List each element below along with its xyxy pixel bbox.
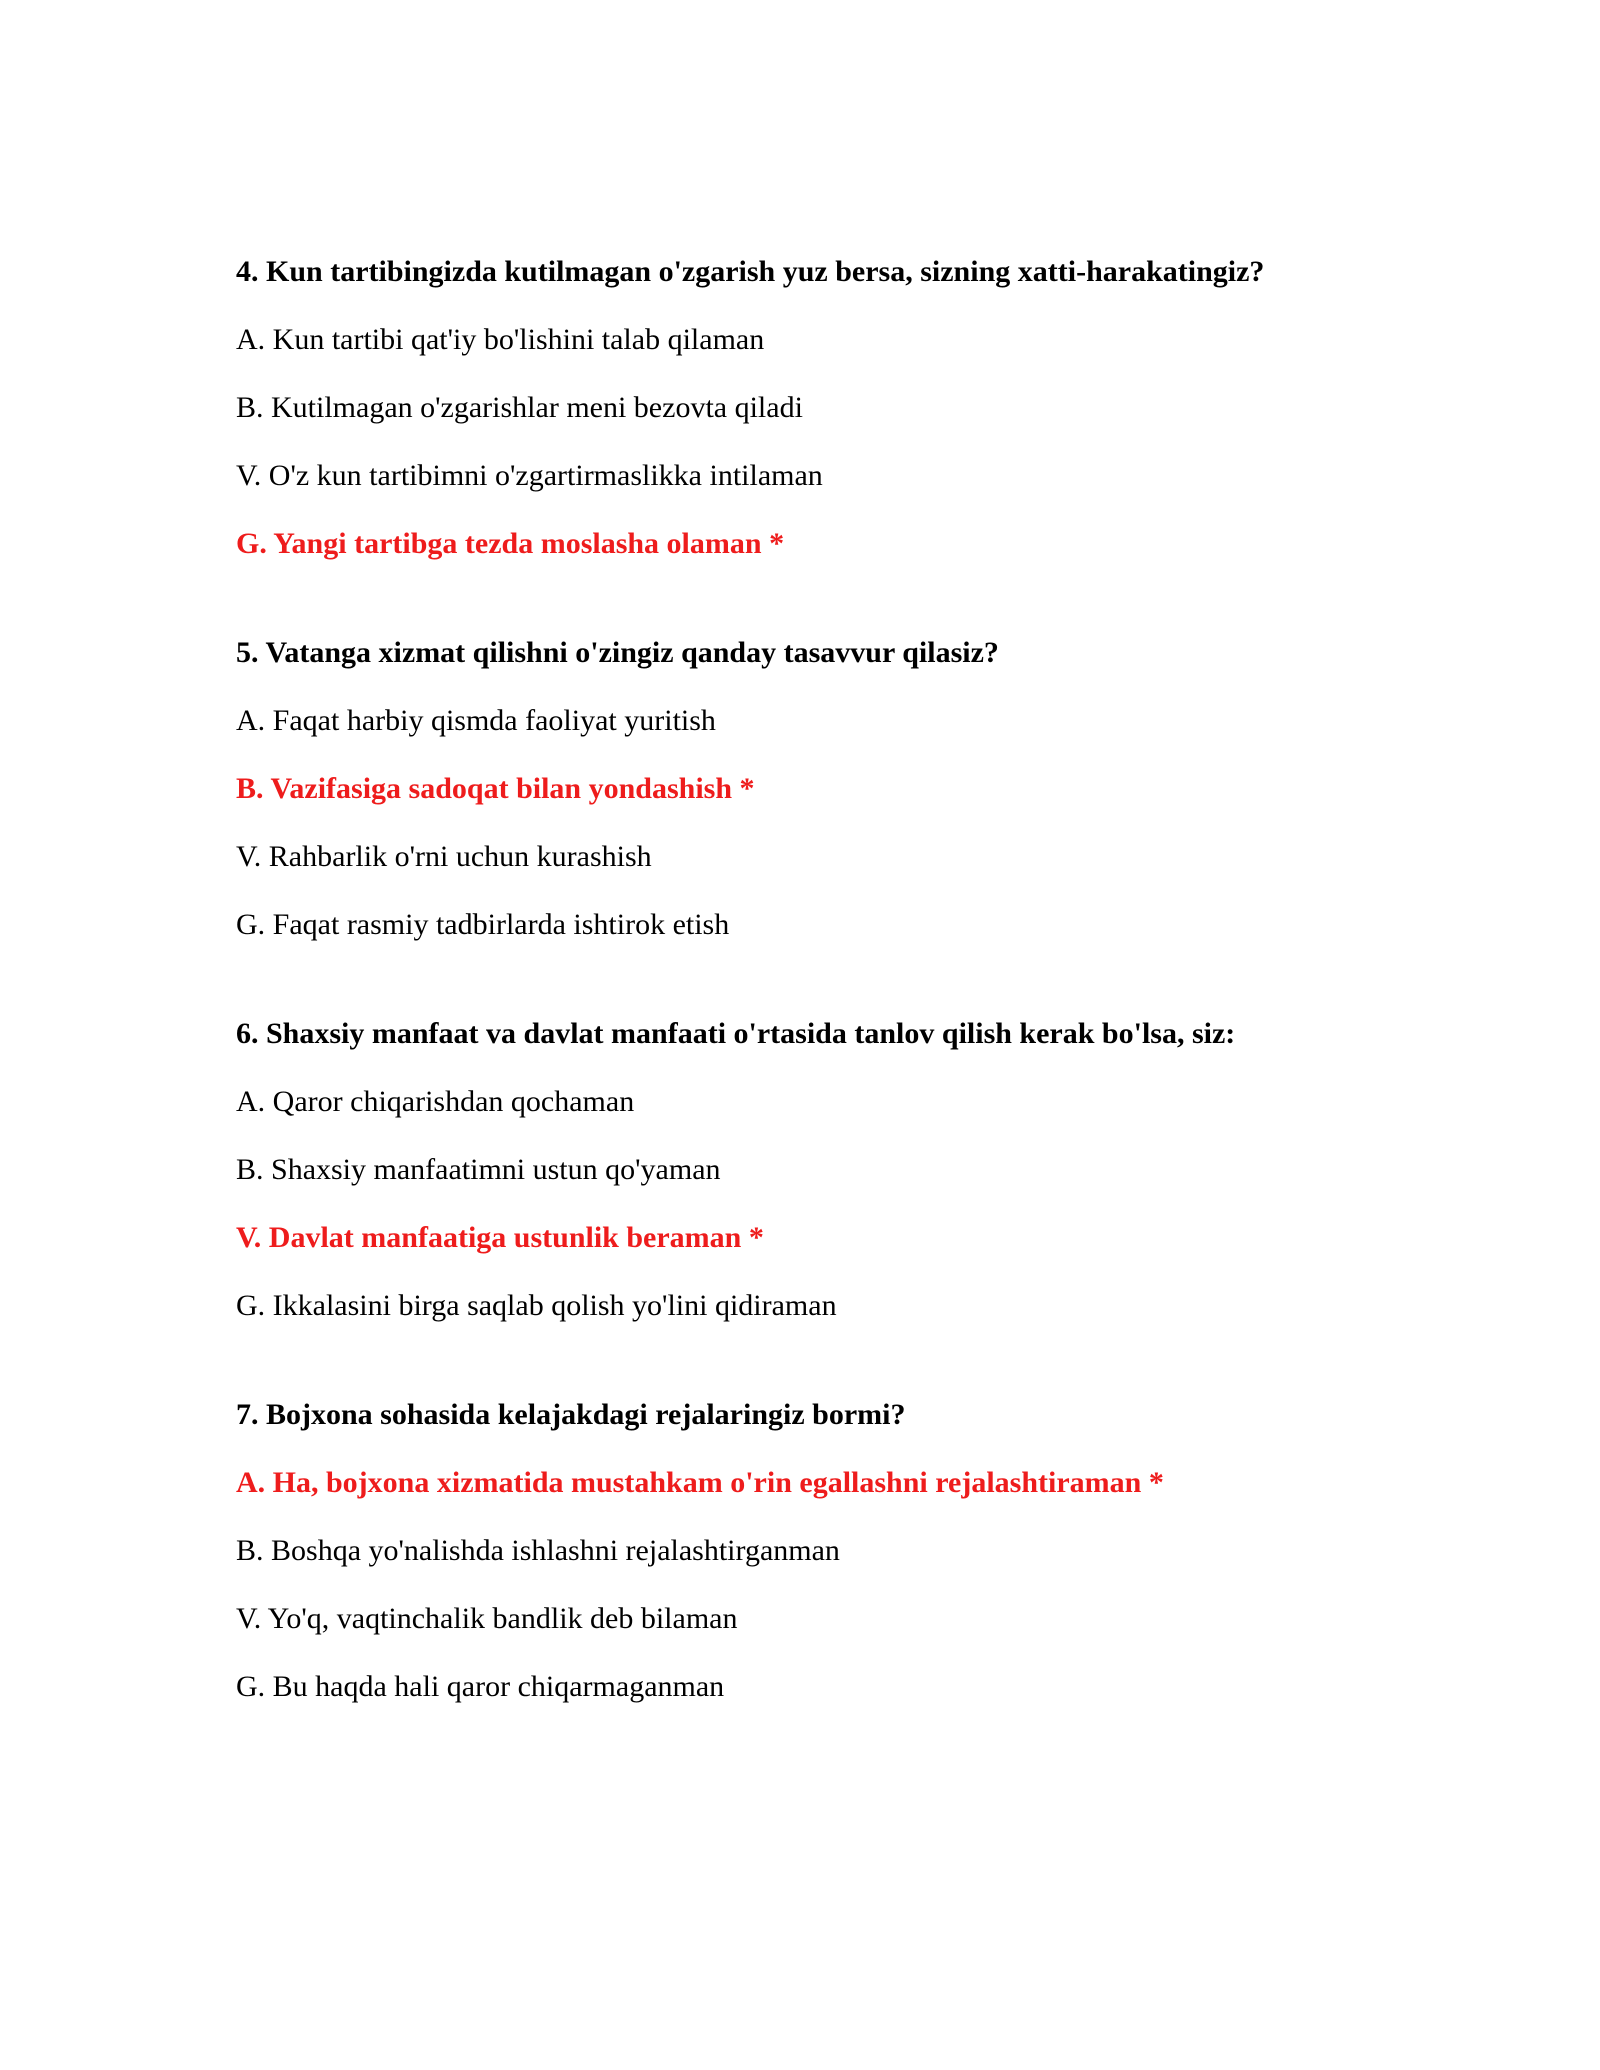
answer-option: V. Rahbarlik o'rni uchun kurashish bbox=[236, 840, 652, 873]
correct-answer-option: A. Ha, bojxona xizmatida mustahkam o'rin egallashni rejalashtiraman * bbox=[236, 1466, 1164, 1499]
answer-option: B. Boshqa yo'nalishda ishlashni rejalashtirganman bbox=[236, 1534, 840, 1567]
correct-answer-option: B. Vazifasiga sadoqat bilan yondashish * bbox=[236, 772, 755, 805]
correct-answer-option: G. Yangi tartibga tezda moslasha olaman * bbox=[236, 527, 785, 560]
question-title: 4. Kun tartibingizda kutilmagan o'zgarish yuz bersa, sizning xatti-harakatingiz? bbox=[236, 255, 1265, 288]
quiz-page bbox=[236, 252, 1436, 1776]
answer-option: A. Kun tartibi qat'iy bo'lishini talab qilaman bbox=[236, 323, 765, 356]
answer-option: V. Yo'q, vaqtinchalik bandlik deb bilaman bbox=[236, 1602, 738, 1635]
answer-option: B. Kutilmagan o'zgarishlar meni bezovta qiladi bbox=[236, 391, 803, 424]
answer-option: V. O'z kun tartibimni o'zgartirmaslikka intilaman bbox=[236, 459, 823, 492]
answer-option: G. Bu haqda hali qaror chiqarmaganman bbox=[236, 1670, 725, 1703]
question-block-4 bbox=[236, 252, 1436, 564]
answer-option: A. Faqat harbiy qismda faoliyat yuritish bbox=[236, 704, 716, 737]
question-title: 7. Bojxona sohasida kelajakdagi rejalaringiz bormi? bbox=[236, 1398, 906, 1431]
answer-option: G. Faqat rasmiy tadbirlarda ishtirok etish bbox=[236, 908, 730, 941]
correct-answer-option: V. Davlat manfaatiga ustunlik beraman * bbox=[236, 1221, 764, 1254]
answer-option: A. Qaror chiqarishdan qochaman bbox=[236, 1085, 635, 1118]
question-block-6 bbox=[236, 1014, 1436, 1326]
answer-option: G. Ikkalasini birga saqlab qolish yo'lini qidiraman bbox=[236, 1289, 837, 1322]
question-title: 5. Vatanga xizmat qilishni o'zingiz qanday tasavvur qilasiz? bbox=[236, 636, 999, 669]
question-block-5 bbox=[236, 633, 1436, 945]
answer-option: B. Shaxsiy manfaatimni ustun qo'yaman bbox=[236, 1153, 721, 1186]
question-title: 6. Shaxsiy manfaat va davlat manfaati o'rtasida tanlov qilish kerak bo'lsa, siz: bbox=[236, 1017, 1236, 1050]
question-block-7 bbox=[236, 1395, 1436, 1707]
